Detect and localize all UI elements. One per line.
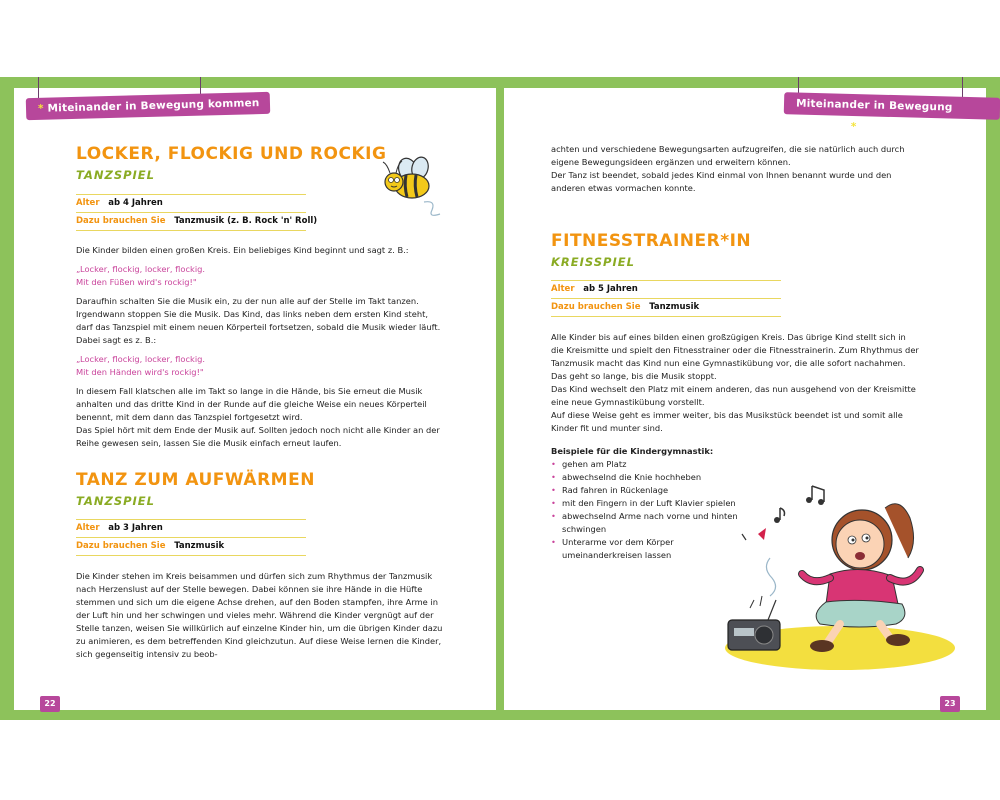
age-row (76, 194, 306, 212)
examples-section (551, 445, 741, 562)
game-type: TANZSPIEL (76, 168, 155, 182)
quote-line: Mit den Händen wird's rockig!" (76, 367, 204, 377)
page-number: 22 (40, 696, 60, 712)
rhyme-quote (76, 263, 446, 289)
age-label: Alter (76, 523, 100, 533)
dancing-girl-illustration (720, 478, 960, 678)
page-number: 23 (940, 696, 960, 712)
age-value: ab 5 Jahren (583, 284, 638, 294)
quote-line: „Locker, flockig, locker, flockig. (76, 264, 206, 274)
game-info-box (551, 280, 781, 317)
needs-label: Dazu brauchen Sie (76, 216, 166, 226)
game-description (76, 570, 446, 661)
list-item: • abwechselnd die Knie hochheben (551, 471, 741, 484)
needs-label: Dazu brauchen Sie (551, 302, 641, 312)
needs-row (551, 298, 781, 317)
age-row (76, 519, 306, 537)
needs-label: Dazu brauchen Sie (76, 541, 166, 551)
needs-value: Tanzmusik (z. B. Rock 'n' Roll) (174, 216, 318, 226)
game-title: TANZ ZUM AUFWÄRMEN (76, 470, 315, 490)
star-icon: * (846, 120, 857, 134)
rhyme-quote (76, 353, 446, 379)
music-notes-icon (742, 486, 824, 540)
paragraph: Die Kinder stehen im Kreis beisammen und dürfen sich zum Rhythmus der Tanzmusik nach Herzenslust auf der Stelle bewegen. Dabei können sie ihre Hände in die Hüfte stemmen und sich um die eigene Achse drehen, auf den Boden stampfen, ihre Arme in der Luft hin und her schwingen und vieles mehr. Während die Kinder vergnügt auf der Stelle tanzen, weisen Sie willkürlich auf einzelne Kinder hin, um die übrigen Kinder dazu zu animieren, es dem betreffenden Kind gleichzutun. Auf diese Weise lernen die Kinder, sich gegenseitig intensiv zu beob- (76, 571, 443, 659)
needs-value: Tanzmusik (649, 302, 700, 312)
age-label: Alter (551, 284, 575, 294)
game-title: LOCKER, FLOCKIG UND ROCKIG (76, 144, 387, 164)
radio-icon (728, 596, 780, 650)
age-value: ab 3 Jahren (108, 523, 163, 533)
quote-line: „Locker, flockig, locker, flockig. (76, 354, 206, 364)
quote-line: Mit den Füßen wird's rockig!" (76, 277, 197, 287)
paragraph: Alle Kinder bis auf eines bilden einen großzügigen Kreis. Das übrige Kind stellt sich in die Kreismitte und spielt den Fitnesstrainer oder die Fitnesstrainerin. Zum Rhythmus der Tanzmusik macht das Kind nun eine Gymnastikübung vor, die alle sofort nachahmen. Das geht so lange, bis die Musik stoppt. (551, 332, 919, 381)
game-info-box (76, 519, 306, 556)
star-icon: * (37, 102, 48, 115)
needs-value: Tanzmusik (174, 541, 225, 551)
continued-text (551, 143, 921, 195)
tab-string (38, 77, 39, 99)
paragraph: Das Spiel hört mit dem Ende der Musik auf. Sollten jedoch noch nicht alle Kinder an der Reihe gewesen sein, lassen Sie die Musik einfach erneut laufen. (76, 425, 440, 448)
game-description (551, 331, 921, 435)
age-value: ab 4 Jahren (108, 198, 163, 208)
examples-list (551, 458, 741, 562)
game-type: KREISSPIEL (551, 255, 635, 269)
needs-row (76, 537, 306, 556)
list-item: • Unterarme vor dem Körper umeinanderkreisen lassen (551, 536, 741, 562)
list-item: • abwechselnd Arme nach vorne und hinten schwingen (551, 510, 741, 536)
paragraph: Die Kinder bilden einen großen Kreis. Ein beliebiges Kind beginnt und sagt z. B.: (76, 245, 409, 255)
paragraph: Daraufhin schalten Sie die Musik ein, zu der nun alle auf der Stelle im Takt tanzen. Irgendwann stoppen Sie die Musik. Das Kind, das links neben dem ersten Kind steht, darf das Tanzspiel mit einem neuen Körperteil fortsetzen, sobald die Musik wieder läuft. Dabei sagt es z. B.: (76, 296, 441, 345)
age-row (551, 280, 781, 298)
list-item: • gehen am Platz (551, 458, 741, 471)
game-info-box (76, 194, 318, 231)
list-item: • Rad fahren in Rückenlage (551, 484, 741, 497)
game-description (76, 244, 446, 450)
paragraph: Auf diese Weise geht es immer weiter, bis das Musikstück beendet ist und somit alle Kinder fit und munter sind. (551, 410, 903, 433)
paragraph: In diesem Fall klatschen alle im Takt so lange in die Hände, bis Sie erneut die Musik anhalten und das dritte Kind in der Runde auf die gleiche Weise ein neues Körperteil benennt, mit dem dann das Tanzspiel fortgesetzt wird. (76, 386, 427, 422)
examples-heading: Beispiele für die Kindergymnastik: (551, 446, 714, 456)
chapter-tab-right (784, 92, 1000, 134)
game-type: TANZSPIEL (76, 494, 155, 508)
chapter-tab-label: Miteinander in Bewegung kommen (795, 97, 953, 133)
chapter-tab-label: Miteinander in Bewegung kommen (47, 97, 260, 115)
needs-row (76, 212, 318, 231)
game-title: FITNESSTRAINER*IN (551, 231, 752, 251)
paragraph: achten und verschiedene Bewegungsarten aufzugreifen, die sie natürlich auch durch eigene Bewegungsideen ergänzen und erweitern können. (551, 144, 905, 167)
bee-illustration (378, 152, 450, 220)
paragraph: Das Kind wechselt den Platz mit einem anderen, das nun ausgehend von der Kreismitte eine neue Gymnastikübung vorstellt. (551, 384, 916, 407)
paragraph: Der Tanz ist beendet, sobald jedes Kind einmal von Ihnen benannt wurde und den anderen etwas vormachen konnte. (551, 170, 892, 193)
age-label: Alter (76, 198, 100, 208)
tab-string (962, 77, 963, 99)
list-item: • mit den Fingern in der Luft Klavier spielen (551, 497, 741, 510)
